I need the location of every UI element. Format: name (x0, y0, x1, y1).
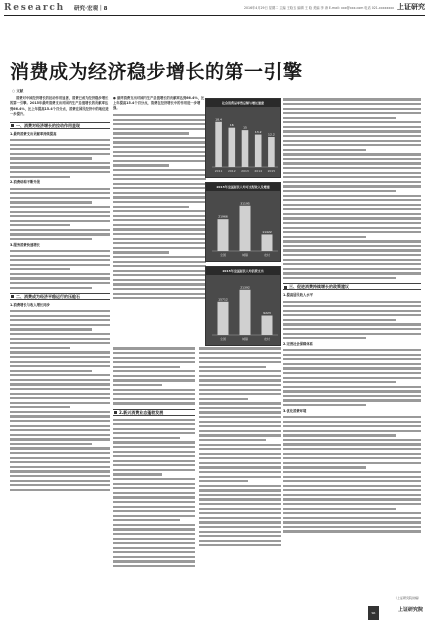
column-1 (10, 96, 110, 616)
footer-logo: 上证研究院 (397, 607, 423, 613)
charts-column (205, 98, 281, 348)
footer-tag: （上证研究院供稿） (393, 596, 421, 600)
body-text (10, 310, 110, 491)
section-heading: 二、消费成为经济平稳运行的压舱石 (10, 293, 110, 300)
section-heading: 一、消费对经济增长的拉动作用显现 (10, 122, 110, 129)
chart-category-label: 2015 (267, 169, 276, 173)
chart-svg (206, 191, 282, 261)
column-2 (113, 96, 206, 344)
middle-bottom-text (113, 345, 281, 615)
chart-bar (218, 219, 229, 251)
body-text (199, 345, 281, 570)
chart-consumption (205, 266, 281, 346)
chart-title: 2015年全国居民人均消费支出 (206, 267, 280, 275)
chart-category-label: 全国 (219, 337, 227, 341)
chart-data-label: 15712 (218, 297, 228, 302)
chart-bar (255, 135, 262, 167)
sub-heading: 3.优化消费环境 (283, 408, 307, 413)
chart-bar (262, 316, 273, 335)
body-text (283, 98, 421, 279)
chart-bar (240, 206, 251, 251)
chart-data-label: 13.2 (254, 130, 262, 135)
chart-title: 社会消费品零售总额与增长速度 (206, 99, 280, 107)
chart-svg (206, 107, 282, 177)
chart-category-label: 全国 (219, 253, 227, 257)
chart-data-label: 21966 (218, 214, 228, 219)
body-text (283, 301, 421, 340)
body-text (10, 188, 110, 241)
chart-income (205, 182, 281, 262)
page-header (4, 2, 425, 16)
sub-heading: 2.完善社会保障体系 (283, 341, 313, 346)
newspaper-logo: 上证研究 (397, 2, 425, 11)
chart-category-label: 2012 (227, 169, 236, 173)
section-name: Research (4, 3, 65, 13)
chart-category-label: 农村 (263, 337, 271, 341)
chart-category-label: 2014 (254, 169, 263, 173)
body-text (283, 416, 421, 533)
chart-bar (240, 290, 251, 335)
chart-category-label: 2013 (241, 169, 249, 173)
byline: ○ 文献 (12, 89, 24, 93)
chart-retail-sales (205, 98, 281, 178)
chart-data-label: 12.2 (268, 132, 275, 137)
chart-data-label: 15 (243, 125, 247, 130)
column-3 (283, 96, 421, 586)
body-text (113, 114, 206, 299)
sub-heading: 1.消费增长与收入增长同步 (10, 302, 50, 307)
sub-heading: 1.提高居民收入水平 (283, 293, 313, 298)
body-text (10, 250, 110, 289)
chart-category-label: 农村 (263, 253, 271, 257)
chart-data-label: 11422 (262, 229, 272, 234)
chart-data-label: 9223 (263, 311, 271, 316)
body-text (113, 345, 195, 570)
chart-data-label: 21392 (240, 285, 250, 290)
sr-logo-icon: SR (368, 606, 379, 620)
chart-bar (229, 128, 236, 167)
chart-svg (206, 275, 282, 345)
section-heading: 三、促进消费持续增长的政策建议 (283, 283, 421, 290)
chart-data-label: 31195 (240, 201, 250, 206)
chart-category-label: 2011 (214, 169, 223, 173)
chart-category-label: 城镇 (241, 337, 249, 341)
col2-lead: ● 最终消费支出对国内生产总值增长的贡献率达到66.4%，比上年提高15.4个百分点，消费在经济增长中的作用进一步增强。 (113, 96, 205, 111)
headline: 消费成为经济稳步增长的第一引擎 (10, 61, 303, 83)
chart-bar (268, 137, 275, 167)
chart-title: 2015年全国居民人均可支配收入及增速 (206, 183, 280, 191)
section-heading: 2.新兴消费业态蓬勃发展 (113, 409, 195, 416)
chart-bar (215, 122, 222, 167)
chart-category-label: 城镇 (241, 253, 249, 257)
sub-heading: 1.最终消费支出贡献率持续提高 (10, 131, 57, 136)
chart-bar (218, 302, 229, 335)
body-text (10, 139, 110, 178)
lead-paragraph: 消费对中国经济增长的拉动作用显著，消费已成为经济稳步增长的第一引擎。2015年最终消费支出对国内生产总值增长的贡献率达到66.4%，比上年提高15.4个百分点，消费在国民经济中的地位进一步提升。 (10, 96, 109, 117)
chart-data-label: 16 (229, 123, 234, 128)
sub-heading: 2.消费结构不断升级 (10, 180, 40, 185)
chart-bar (242, 130, 249, 167)
sub-heading: 3.服务消费快速增长 (10, 242, 40, 247)
chart-data-label: 18.4 (215, 117, 222, 122)
section-label: 研究·宏观｜8 (74, 6, 108, 12)
header-meta: 2016年4月29日 星期二 主编 王晗玉 编辑 王 晗 美编 李 涛 E-mail: xxx@xxx.com 电话 021-xxxxxxxx (244, 6, 395, 10)
body-text (283, 349, 421, 406)
chart-bar (262, 234, 273, 251)
